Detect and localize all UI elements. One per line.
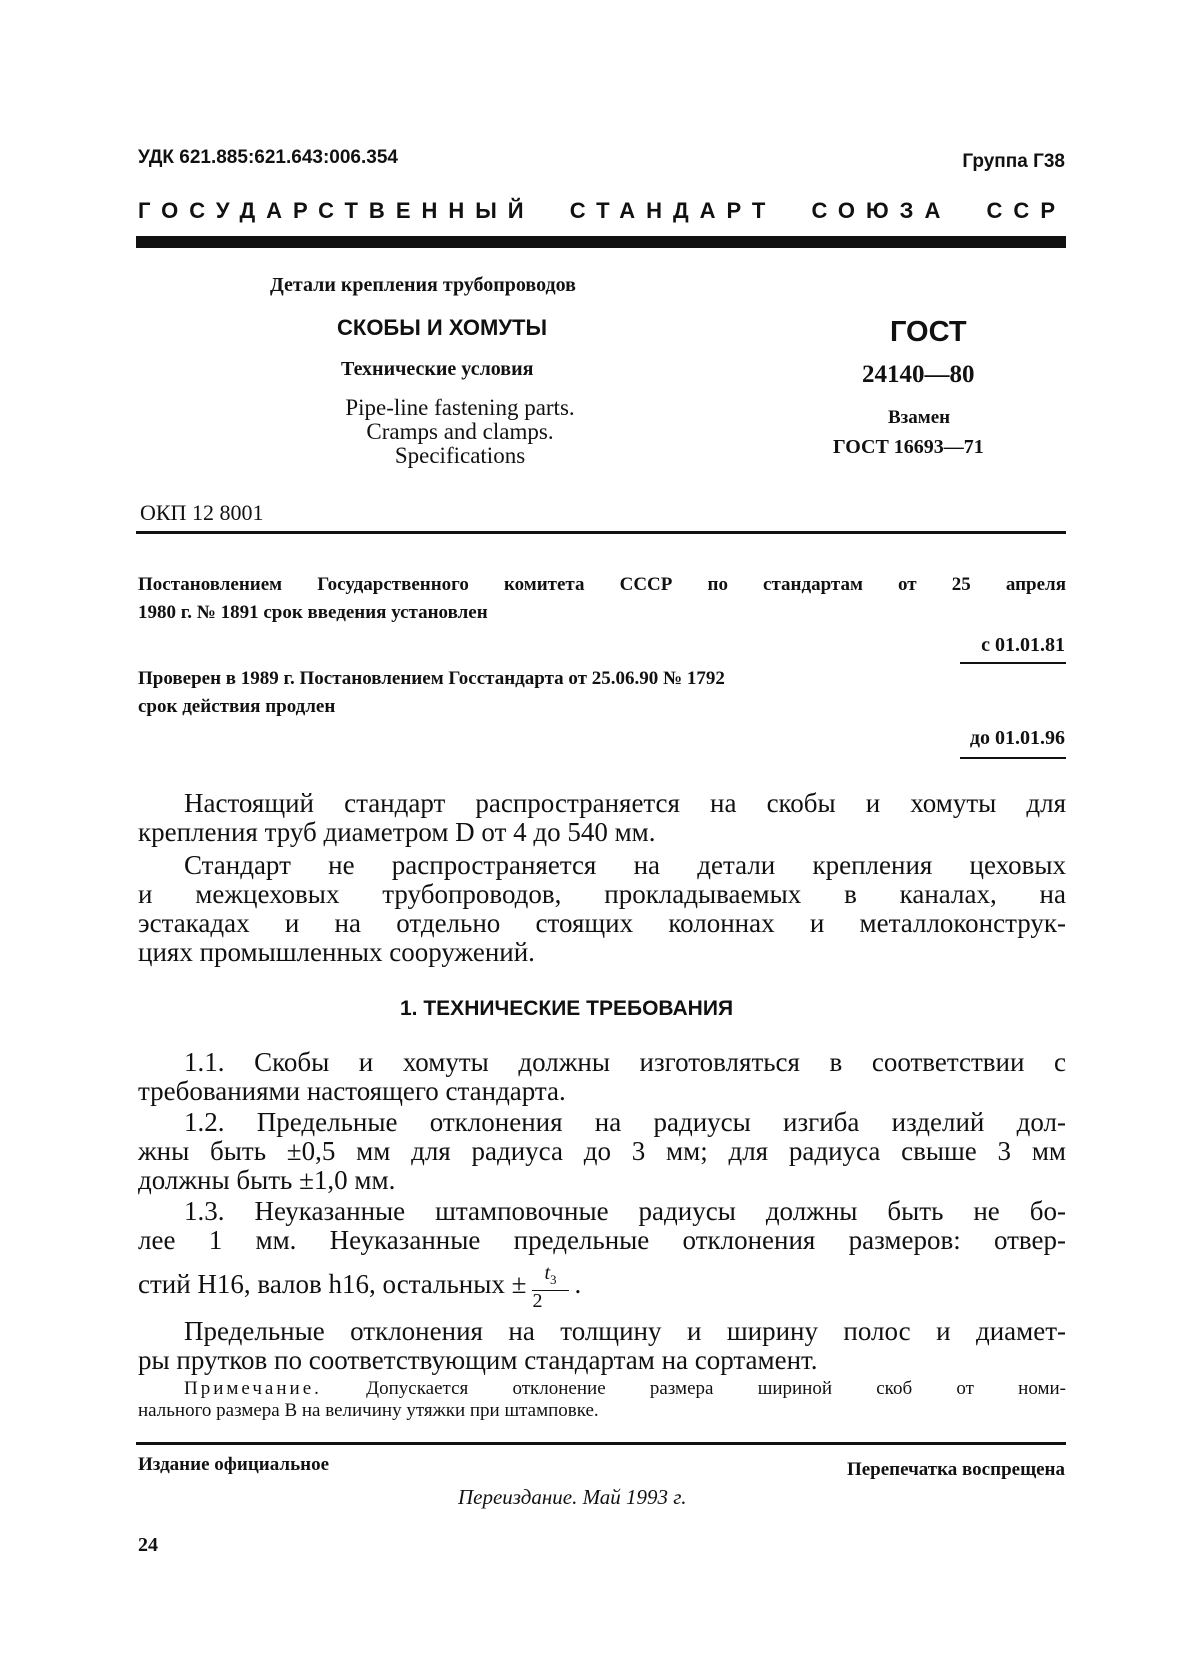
text-line: и межцеховых трубопроводов, прокладываемых в каналах, на (138, 879, 1066, 909)
effective-date-rule (960, 662, 1066, 664)
check-text (138, 665, 725, 721)
group-code: Группа Г38 (962, 151, 1065, 172)
extended-date-rule (960, 757, 1066, 759)
replaces-number: ГОСТ 16693—71 (833, 436, 984, 458)
document-subtitle: Технические условия (341, 358, 534, 380)
text-line: требованиями настоящего стандарта. (138, 1076, 566, 1106)
english-title-line: Specifications (394, 443, 526, 468)
fraction-subscript: 3 (550, 1272, 557, 1287)
note (138, 1378, 1066, 1422)
text-line: жны быть ±0,5 мм для радиуса до 3 мм; для радиуса свыше 3 мм (138, 1136, 1066, 1166)
title-block-rule (136, 531, 1066, 534)
text-line: крепления труб диаметром D от 4 до 540 мм. (138, 817, 656, 847)
text-line: 1.3. Неуказанные штамповочные радиусы должны быть не бо- (184, 1196, 1066, 1226)
limits-paragraph (138, 1317, 1066, 1375)
clause-1-3 (138, 1197, 1066, 1311)
text-line: эстакадах и на отдельно стоящих колоннах и металлоконструк- (138, 908, 1066, 938)
reissue-note: Переиздание. Май 1993 г. (458, 1485, 687, 1509)
replaces-label: Взамен (888, 407, 951, 428)
decree-text (138, 571, 1066, 627)
effective-date: с 01.01.81 (981, 634, 1065, 656)
text-line: ры прутков по соответствующим стандартам на сортамент. (138, 1345, 818, 1375)
tolerance-text: стий H16, валов h16, остальных ± (138, 1269, 527, 1300)
intro-paragraph-1 (138, 789, 1066, 847)
text-line (138, 1263, 1066, 1311)
intro-paragraph-2 (138, 851, 1066, 967)
clause-1-2 (138, 1108, 1066, 1195)
english-title-line: Cramps and clamps. (366, 419, 554, 444)
text-line: Настоящий стандарт распространяется на скобы и хомуты для (184, 788, 1066, 818)
fraction-denominator: 2 (532, 1290, 543, 1312)
subject: Детали крепления трубопроводов (270, 274, 576, 296)
udk-code: УДК 621.885:621.643:006.354 (138, 147, 398, 168)
fraction-var: t (544, 1262, 551, 1284)
document-title: СКОБЫ И ХОМУТЫ (337, 315, 548, 340)
page-number: 24 (138, 1534, 158, 1556)
english-title-line: Pipe-line fastening parts. (345, 395, 575, 420)
section-heading: 1. ТЕХНИЧЕСКИЕ ТРЕБОВАНИЯ (400, 997, 734, 1020)
decree-line: 1980 г. № 1891 срок введения установлен (138, 602, 488, 623)
banner-rule (136, 236, 1066, 248)
text-line: должны быть ±1,0 мм. (138, 1165, 396, 1195)
clause-1-1 (138, 1048, 1066, 1106)
fraction-numerator (532, 1263, 568, 1291)
text-line: Стандарт не распространяется на детали крепления цеховых (184, 850, 1066, 880)
gost-label: ГОСТ (890, 316, 967, 348)
check-line: Проверен в 1989 г. Постановлением Госстандарта от 25.06.90 № 1792 (138, 668, 725, 689)
text-line: 1.2. Предельные отклонения на радиусы изгиба изделий дол- (184, 1107, 1066, 1137)
decree-line: Постановлением Государственного комитета СССР по стандартам от 25 апреля (138, 574, 1066, 595)
text-line: лее 1 мм. Неуказанные предельные отклонения размеров: отвер- (138, 1225, 1066, 1255)
text-line: Предельные отклонения на толщину и ширину полос и диамет- (184, 1316, 1066, 1346)
official-edition: Издание официальное (138, 1454, 330, 1475)
note-line (138, 1378, 1066, 1400)
note-text: Допускается отклонение размера шириной скоб от номи- (366, 1378, 1067, 1399)
footer-rule (136, 1442, 1066, 1445)
text-line: циях промышленных сооружений. (138, 937, 535, 967)
extended-date: до 01.01.96 (969, 727, 1065, 749)
fraction-end: . (574, 1269, 582, 1300)
note-label: Примечание. (184, 1378, 322, 1399)
okp-code: ОКП 12 8001 (140, 500, 264, 525)
reprint-forbidden: Перепечатка воспрещена (846, 1459, 1065, 1480)
check-line: срок действия продлен (138, 696, 336, 717)
state-standard-banner: ГОСУДАРСТВЕННЫЙ СТАНДАРТ СОЮЗА ССР (138, 198, 1066, 223)
tolerance-fraction (532, 1263, 568, 1311)
text-line: 1.1. Скобы и хомуты должны изготовляться в соответствии с (184, 1047, 1066, 1077)
gost-number: 24140—80 (862, 361, 975, 388)
note-line: нального размера B на величину утяжки при штамповке. (138, 1400, 599, 1421)
english-title (300, 396, 620, 468)
